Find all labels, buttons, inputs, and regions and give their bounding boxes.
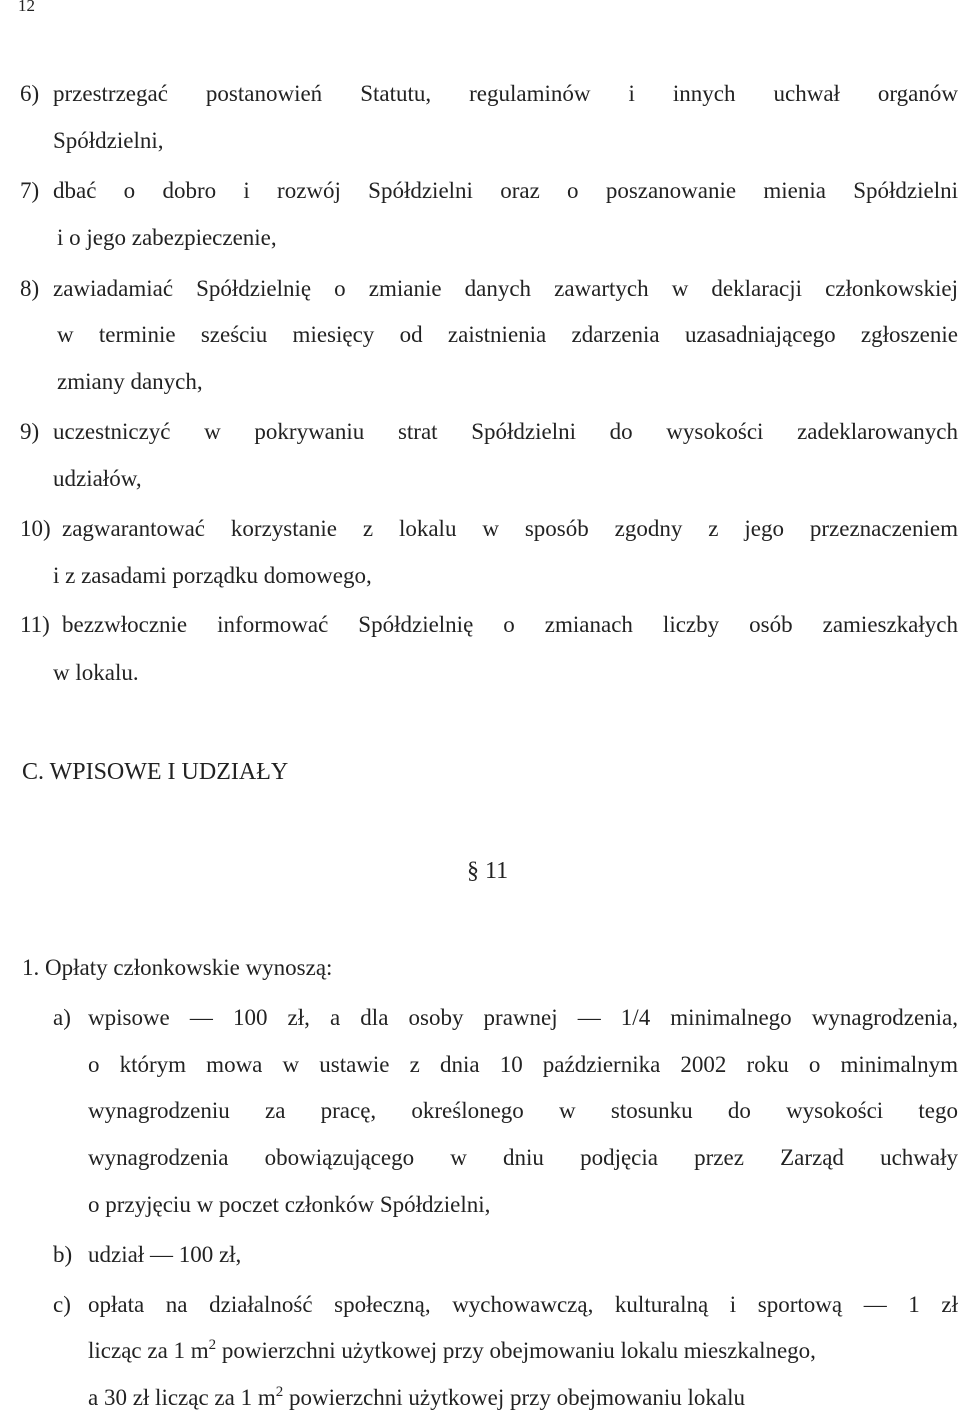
list-item-number: 7) — [20, 178, 40, 203]
paragraph-symbol: § 11 — [467, 858, 509, 884]
sub-item-text: wynagrodzeniu za pracę, określonego w stosunku do wysokości tego — [88, 1098, 958, 1123]
sub-item-text: wynagrodzenia obowiązującego w dniu podjęcia przez Zarząd uchwały — [88, 1145, 958, 1170]
list-item-number: 9) — [20, 419, 40, 444]
sub-item-text: o przyjęciu w poczet członków Spółdzielni, — [88, 1192, 491, 1217]
page-number: 12 — [18, 0, 35, 15]
list-item-text: udziałów, — [53, 466, 142, 491]
list-item-text: uczestniczyć w pokrywaniu strat Spółdzielni do wysokości zadeklarowanych — [53, 419, 958, 444]
sub-item-label: a) — [53, 1005, 71, 1030]
list-item-text: w lokalu. — [53, 660, 139, 685]
list-item-text: zagwarantować korzystanie z lokalu w sposób zgodny z jego przeznaczeniem — [62, 516, 958, 541]
sub-item-text: a 30 zł licząc za 1 $m^2$ powierzchni użytkowej przy obejmowaniu lokalu — [88, 1384, 746, 1410]
sub-item-text: o którym mowa w ustawie z dnia 10 października 2002 roku o minimalnym — [88, 1052, 958, 1077]
list-item-number: 8) — [20, 276, 40, 301]
list-item-text: w terminie sześciu miesięcy od zaistnienia zdarzenia uzasadniającego zgłoszenie — [57, 322, 958, 347]
list-item-text: zmiany danych, — [57, 369, 203, 394]
list-item-text: i o jego zabezpieczenie, — [57, 225, 277, 250]
sub-item-text: opłata na działalność społeczną, wychowawczą, kulturalną i sportową — 1 zł — [88, 1292, 958, 1317]
list-item-text: i z zasadami porządku domowego, — [53, 563, 372, 588]
sub-item-label: b) — [53, 1242, 73, 1267]
list-item-text: Spółdzielni, — [53, 128, 164, 153]
point-1: 1. Opłaty członkowskie wynoszą: — [22, 955, 333, 980]
list-item-number: 11) — [20, 612, 50, 637]
list-item-text: zawiadamiać Spółdzielnię o zmianie danych zawartych w deklaracji członkowskiej — [53, 276, 958, 301]
list-item-text: bezzwłocznie informować Spółdzielnię o zmianach liczby osób zamieszkałych — [62, 612, 958, 637]
sub-item-text: licząc za 1 $m^2$ powierzchni użytkowej przy obejmowaniu lokalu mieszkalnego, — [88, 1337, 816, 1363]
section-heading: C. WPISOWE I UDZIAŁY — [22, 759, 289, 785]
sub-item-text: udział — 100 zł, — [88, 1242, 242, 1267]
sub-item-text: wpisowe — 100 zł, a dla osoby prawnej — 1/4 minimalnego wynagrodzenia, — [88, 1005, 958, 1030]
list-item-number: 10) — [20, 516, 51, 541]
sub-item-label: c) — [53, 1292, 71, 1317]
list-item-number: 6) — [20, 81, 40, 106]
list-item-text: przestrzegać postanowień Statutu, regulaminów i innych uchwał organów — [53, 81, 958, 106]
list-item-text: dbać o dobro i rozwój Spółdzielni oraz o poszanowanie mienia Spółdzielni — [53, 178, 958, 203]
